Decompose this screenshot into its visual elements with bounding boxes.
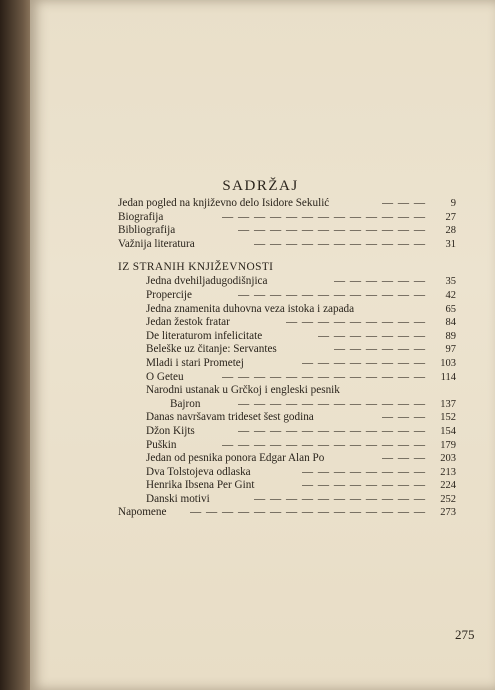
toc-page-number: 9 bbox=[450, 198, 456, 209]
toc-entry-notes: Napomene — — — — — — — — — — — — — — — 273 bbox=[118, 506, 456, 519]
page-heading: SADRŽAJ bbox=[222, 178, 299, 194]
toc-entry: Jedan žestok fratar — — — — — — — — — 84 bbox=[146, 316, 456, 329]
toc-entry: Propercije — — — — — — — — — — — — 42 bbox=[146, 288, 456, 301]
toc-page-number: 179 bbox=[440, 439, 456, 451]
toc-page-number: 103 bbox=[440, 357, 456, 369]
toc-entry: Narodni ustanak u Grčkoj i engleski pesnik bbox=[146, 384, 340, 397]
toc-page-number: 65 bbox=[445, 303, 456, 315]
toc-entry: Danas navršavam trideset šest godina — — — 152 bbox=[146, 411, 456, 424]
toc-page-number: 31 bbox=[445, 238, 456, 250]
toc-entry: De literaturom infelicitate — — — — — — — 89 bbox=[146, 329, 456, 342]
toc-entry: Jedan pogled na književno delo Isidore Sekulić — — — 9 bbox=[118, 197, 456, 209]
toc-page-number: 97 bbox=[445, 344, 456, 356]
toc-page-number: 203 bbox=[440, 453, 456, 465]
toc-entry: Jedna dvehiljadugodišnjica — — — — — — 35 bbox=[146, 275, 456, 288]
toc-page-number: 152 bbox=[440, 412, 456, 424]
toc-entry: Važnija literatura — — — — — — — — — — — 31 bbox=[118, 237, 456, 250]
toc-entry: Puškin — — — — — — — — — — — — — 179 bbox=[146, 438, 456, 451]
toc-page-number: 213 bbox=[440, 466, 456, 478]
toc-entry: Bajron — — — — — — — — — — — — 137 bbox=[170, 397, 456, 410]
toc-page-number: 114 bbox=[440, 371, 456, 383]
toc-entry: Jedna znamenita duhovna veza istoka i zapada 65 bbox=[146, 302, 456, 315]
toc-entry: O Geteu — — — — — — — — — — — — — 114 bbox=[146, 370, 456, 383]
toc-entry: Džon Kijts — — — — — — — — — — — — 154 bbox=[146, 424, 456, 437]
toc-page-number: 137 bbox=[440, 398, 456, 410]
toc-page-number: 28 bbox=[445, 225, 456, 237]
toc-entry: Henrika Ibsena Per Gint — — — — — — — — 224 bbox=[146, 479, 456, 492]
section-heading: IZ STRANIH KNJIŽEVNOSTI bbox=[118, 261, 274, 274]
table-of-contents bbox=[118, 197, 456, 520]
toc-entry: Mladi i stari Prometej — — — — — — — — 103 bbox=[146, 356, 456, 369]
toc-page-number: 224 bbox=[440, 480, 456, 492]
toc-entry: Bibliografija — — — — — — — — — — — — 28 bbox=[118, 224, 456, 237]
toc-page-number: 42 bbox=[445, 289, 456, 301]
toc-page-number: 154 bbox=[440, 425, 456, 437]
toc-page-number: 35 bbox=[445, 276, 456, 288]
toc-entry: Dva Tolstojeva odlaska — — — — — — — — 213 bbox=[146, 465, 456, 478]
toc-page-number: 27 bbox=[445, 211, 456, 223]
book-page bbox=[30, 0, 495, 690]
toc-entry: Biografija — — — — — — — — — — — — — 27 bbox=[118, 210, 456, 223]
toc-entry: Danski motivi — — — — — — — — — — — 252 bbox=[146, 492, 456, 505]
toc-page-number: 273 bbox=[440, 507, 456, 519]
toc-entry: Jedan od pesnika ponora Edgar Alan Po — — — 203 bbox=[146, 452, 456, 465]
page-number: 275 bbox=[455, 627, 475, 642]
toc-entry: Beleške uz čitanje: Servantes — — — — — — 97 bbox=[146, 343, 456, 356]
toc-page-number: 252 bbox=[440, 493, 456, 505]
toc-page-number: 84 bbox=[445, 317, 456, 329]
toc-page-number: 89 bbox=[445, 330, 456, 342]
